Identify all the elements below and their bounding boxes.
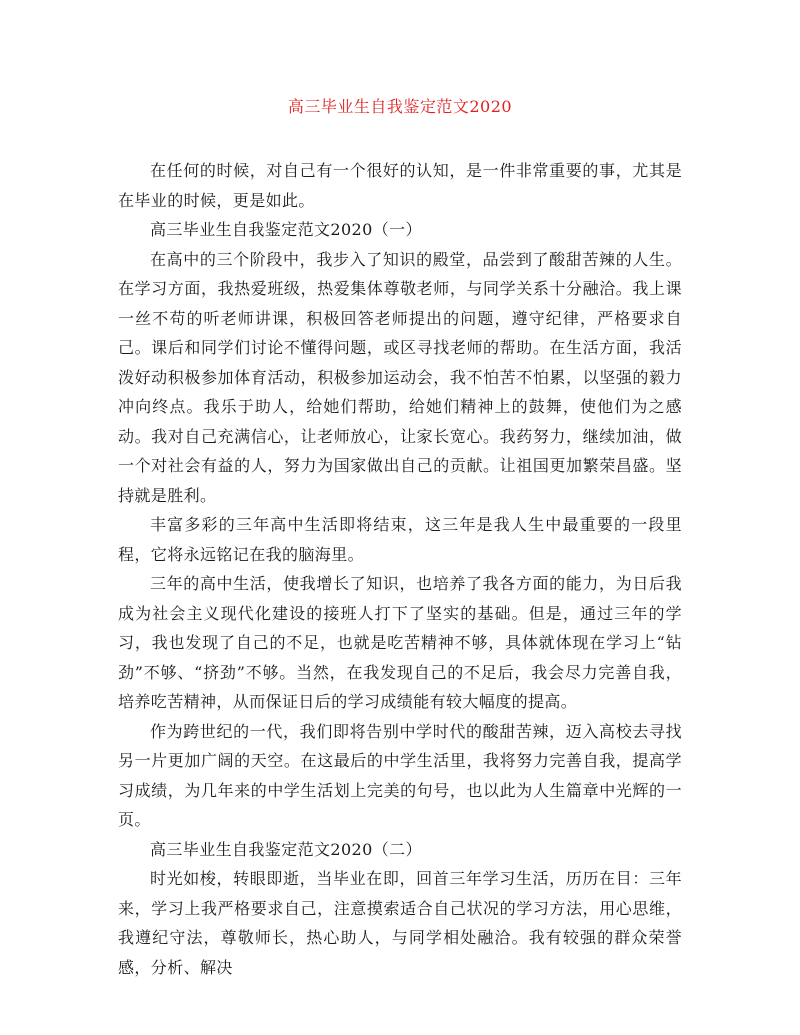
- body-paragraph: 三年的高中生活，使我增长了知识，也培养了我各方面的能力，为日后我成为社会主义现代化建设的接班人打下了坚实的基础。但是，通过三年的学习，我也发现了自己的不足，也就是吃苦精神不够，具体就体现在学习上“钻劲”不够、“挤劲”不够。当然，在我发现自己的不足后，我会尽力完善自我，培养吃苦精神，从而保证日后的学习成绩能有较大幅度的提高。: [118, 574, 682, 711]
- document-page: [118, 96, 682, 982]
- body-paragraph: 作为跨世纪的一代，我们即将告别中学时代的酸甜苦辣，迈入高校去寻找另一片更加广阔的天空。在这最后的中学生活里，我将努力完善自我，提高学习成绩，为几年来的中学生活划上完美的句号，也以此为人生篇章中光辉的一页。: [118, 721, 682, 829]
- body-paragraph: 在高中的三个阶段中，我步入了知识的殿堂，品尝到了酸甜苦辣的人生。在学习方面，我热爱班级，热爱集体尊敬老师，与同学关系十分融洽。我上课一丝不苟的听老师讲课，积极回答老师提出的问题，遵守纪律，严格要求自己。课后和同学们讨论不懂得问题，或区寻找老师的帮助。在生活方面，我活泼好动积极参加体育活动，积极参加运动会，我不怕苦不怕累，以坚强的毅力冲向终点。我乐于助人，给她们帮助，给她们精神上的鼓舞，使他们为之感动。我对自己充满信心，让老师放心，让家长宽心。我药努力，继续加油，做一个对社会有益的人，努力为国家做出自己的贡献。让祖国更加繁荣昌盛。坚持就是胜利。: [118, 249, 682, 505]
- section-heading-two: 高三毕业生自我鉴定范文2020（二）: [150, 839, 422, 859]
- document-title: 高三毕业生自我鉴定范文2020: [287, 97, 513, 116]
- body-paragraph: 时光如梭，转眼即逝，当毕业在即，回首三年学习生活，历历在目：三年来，学习上我严格要求自己，注意摸索适合自己状况的学习方法，用心思维，我遵纪守法，尊敬师长，热心助人，与同学相处融洽。我有较强的群众荣誉感，分析、解决: [118, 869, 682, 977]
- section-heading-one: 高三毕业生自我鉴定范文2020（一）: [150, 220, 422, 239]
- intro-paragraph: 在任何的时候，对自己有一个很好的认知，是一件非常重要的事，尤其是在毕业的时候，更是如此。: [118, 161, 682, 210]
- body-paragraph: 丰富多彩的三年高中生活即将结束，这三年是我人生中最重要的一段里程，它将永远铭记在我的脑海里。: [118, 515, 682, 564]
